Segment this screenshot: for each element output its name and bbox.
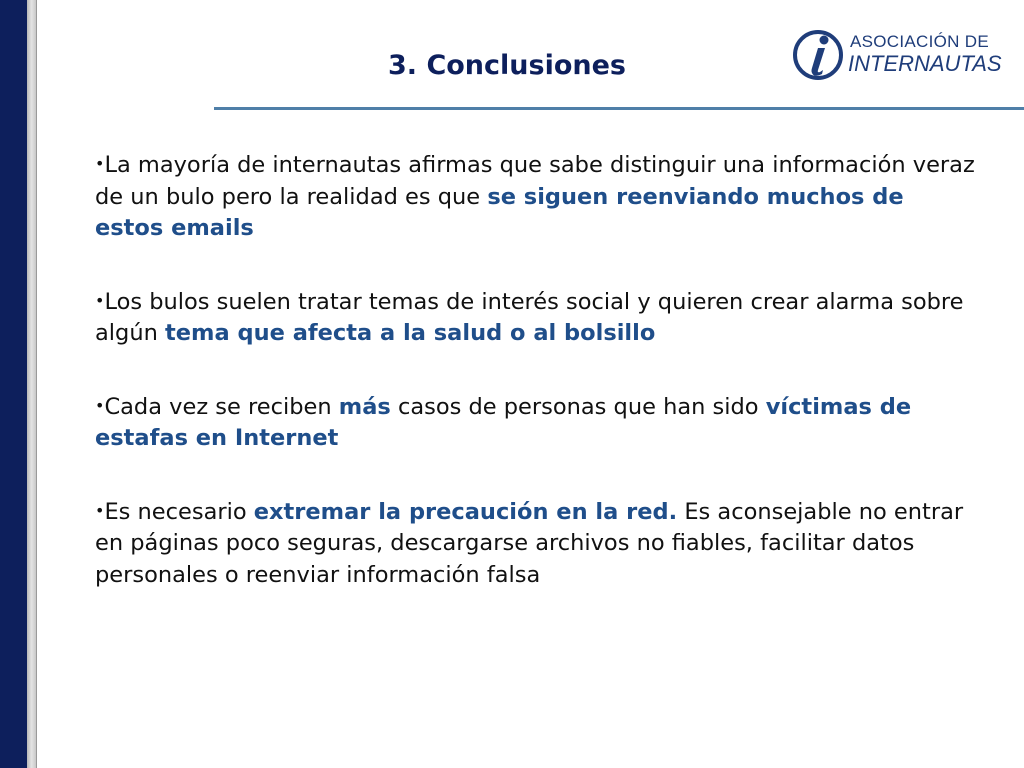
left-accent-bar [0,0,27,768]
bullet-text: Los bulos suelen tratar temas de interés social y quieren crear alarma sobre algún [95,288,964,346]
bullet-text: casos de personas que han sido [390,393,766,420]
bullet-marker: • [95,154,105,173]
left-accent-stripe [27,0,36,768]
slide-title: 3. Conclusiones [388,50,626,81]
bullet-text: Es necesario [104,498,254,525]
bullet-marker: • [95,290,105,310]
info-i-icon [792,26,848,82]
conclusions-list [95,148,975,631]
title-divider [214,107,1024,110]
bullet-item [95,390,975,455]
bullet-text: Es aconsejable no entrar en páginas poco seguras, descargarse archivos no fiables, facilitar datos personales o reenviar información falsa [95,498,964,588]
logo-text-line1: ASOCIACIÓN DE [850,32,989,51]
bullet-text: Cada vez se reciben [104,393,339,420]
bullet-highlight: víctimas de estafas en Internet [95,393,912,451]
bullet-highlight: tema que afecta a la salud o al bolsillo [165,320,656,346]
logo-text-line2: INTERNAUTAS [848,51,1002,76]
bullet-highlight: extremar la precaución en la red. [253,498,678,525]
bullet-marker: • [95,395,105,415]
asociacion-internautas-logo [792,26,1002,84]
bullet-item [95,148,975,245]
bullet-item [95,495,975,592]
bullet-highlight: se siguen reenviando muchos de estos emails [95,183,904,241]
bullet-item [95,285,975,350]
bullet-text: La mayoría de internautas afirmas que sabe distinguir una información veraz de un bulo pero la realidad es que [95,152,975,210]
left-accent-edge [36,0,37,768]
bullet-marker: • [95,500,105,520]
bullet-highlight: más [338,393,391,420]
